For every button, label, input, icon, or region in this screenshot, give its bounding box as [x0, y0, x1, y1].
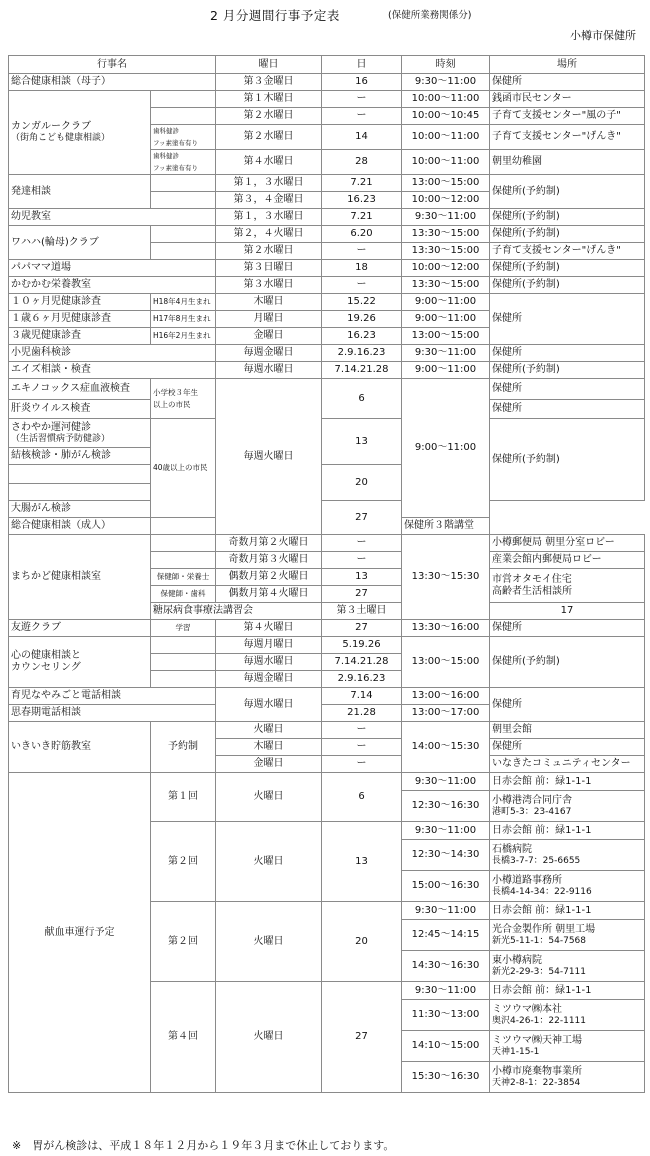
header-event: 行事名: [9, 56, 216, 74]
table-cell: 16.23: [322, 192, 402, 209]
table-cell: 15.22: [322, 294, 402, 311]
cell-text: 石橋病院: [492, 843, 532, 855]
table-cell: [151, 671, 216, 688]
table-row: [9, 419, 645, 448]
table-cell: 毎週月曜日: [216, 637, 322, 654]
table-row: [9, 722, 645, 739]
event-name: まちかど健康相談室: [9, 535, 151, 620]
cell-text: 小樽道路事務所: [492, 874, 562, 886]
table-cell: 13:30〜15:00: [402, 226, 490, 243]
table-cell: 6: [322, 773, 402, 822]
table-cell: 子育て支援センター"風の子": [490, 108, 645, 125]
table-cell: ー: [322, 722, 402, 739]
table-cell: 木曜日: [216, 739, 322, 756]
table-cell: 保健師・歯科: [151, 586, 216, 603]
cell-text: 日赤会館 前：緑1-1-1: [492, 904, 592, 916]
table-cell: ー: [322, 739, 402, 756]
table-cell: H18年4月生まれ: [151, 294, 216, 311]
table-cell: 朝里会館: [490, 722, 645, 739]
table-cell: 育児なやみごと電話相談: [9, 688, 216, 705]
table-cell: 保健所(予約制): [490, 226, 645, 243]
table-cell: かむかむ栄養教室: [9, 277, 216, 294]
table-cell: 毎週火曜日: [216, 379, 322, 535]
table-cell: 21.28: [322, 705, 402, 722]
table-cell: 27: [322, 586, 402, 603]
cell-text: （街角こども健康相談）: [11, 133, 111, 143]
table-cell: [490, 1062, 645, 1093]
cell-text: 長橋4-14-34：22-9116: [492, 886, 592, 897]
table-cell: 9:30〜11:00: [402, 773, 490, 791]
table-cell: 保健所: [490, 294, 645, 345]
table-cell: 第４水曜日: [216, 150, 322, 175]
table-cell: 14:30〜16:30: [402, 951, 490, 982]
table-cell: [151, 419, 216, 518]
table-row: [9, 260, 645, 277]
header-weekday: 曜日: [216, 56, 322, 74]
event-name: 献血車運行予定: [9, 773, 151, 1093]
table-cell: 12:30〜16:30: [402, 791, 490, 822]
table-cell: 糖尿病食事療法講習会: [151, 603, 322, 620]
table-cell: 9:30〜11:00: [402, 345, 490, 362]
table-cell: [151, 175, 216, 192]
table-cell: ー: [322, 756, 402, 773]
table-cell: 第２水曜日: [216, 125, 322, 150]
table-cell: [490, 840, 645, 871]
table-cell: 9:00〜11:00: [402, 362, 490, 379]
table-cell: [9, 419, 151, 448]
table-cell: 第３水曜日: [216, 277, 322, 294]
table-row: [9, 277, 645, 294]
table-cell: 毎週水曜日: [216, 654, 322, 671]
table-cell: 保健所: [490, 345, 645, 362]
table-cell: 保健所: [490, 620, 645, 637]
table-cell: ー: [322, 108, 402, 125]
table-cell: [151, 226, 216, 243]
table-cell: 9:00〜11:00: [402, 294, 490, 311]
table-cell: 9:00〜11:00: [402, 311, 490, 328]
event-name: いきいき貯筋教室: [9, 722, 151, 773]
table-cell: 16.23: [322, 328, 402, 345]
table-row: [9, 175, 645, 192]
table-cell: 結核検診・肺がん検診: [9, 448, 151, 465]
table-cell: 13: [322, 822, 402, 902]
table-cell: 保健所: [490, 688, 645, 722]
cell-text: さわやか運河健診: [11, 421, 91, 433]
table-cell: ワハハ(輪母)クラブ: [9, 226, 151, 260]
table-cell: [490, 1031, 645, 1062]
table-cell: 2.9.16.23: [322, 345, 402, 362]
table-cell: 27: [322, 982, 402, 1093]
table-cell: [151, 243, 216, 260]
table-cell: [151, 518, 216, 535]
table-cell: 毎週水曜日: [216, 688, 322, 722]
table-cell: 毎週金曜日: [216, 345, 322, 362]
table-cell: 幼児教室: [9, 209, 216, 226]
table-cell: H16年2月生まれ: [151, 328, 216, 345]
table-cell: 学習: [151, 620, 216, 637]
cell-text: カウンセリング: [11, 662, 81, 673]
table-cell: 7.21: [322, 175, 402, 192]
table-cell: ー: [322, 277, 402, 294]
table-cell: エキノコックス症血液検査: [9, 379, 151, 400]
table-cell: 月曜日: [216, 311, 322, 328]
table-cell: １歳６ヶ月児健康診査: [9, 311, 151, 328]
table-cell: 火曜日: [216, 902, 322, 982]
table-cell: エイズ相談・検査: [9, 362, 216, 379]
cell-text: 新光5-11-1：54-7568: [492, 935, 587, 946]
table-cell: 13:30〜15:00: [402, 243, 490, 260]
table-cell: ー: [322, 91, 402, 108]
table-cell: 13:00〜17:00: [402, 705, 490, 722]
table-cell: 9:30〜11:00: [402, 209, 490, 226]
cell-text: 長橋3-7-7：25-6655: [492, 855, 581, 866]
page-subtitle: (保健所業務関係分): [388, 10, 472, 21]
table-cell: 子育て支援センター"げんき": [490, 243, 645, 260]
table-row: [9, 688, 645, 705]
organization-name: 小樽市保健所: [570, 29, 636, 42]
header-time: 時刻: [402, 56, 490, 74]
cell-text: 新光2-29-3：54-7111: [492, 966, 587, 977]
table-cell: 友遊クラブ: [9, 620, 151, 637]
table-cell: 火曜日: [216, 982, 322, 1093]
cell-text: 日赤会館 前：緑1-1-1: [492, 775, 592, 787]
table-cell: 10:00〜12:00: [402, 260, 490, 277]
table-cell: 朝里幼稚園: [490, 150, 645, 175]
table-cell: 7.14: [322, 688, 402, 705]
table-cell: 第１，３水曜日: [216, 209, 322, 226]
table-cell: 20: [322, 902, 402, 982]
table-cell: 小児歯科検診: [9, 345, 216, 362]
table-cell: 11:30〜13:00: [402, 1000, 490, 1031]
table-cell: [490, 951, 645, 982]
table-cell: [151, 150, 216, 175]
table-cell: 偶数月第２火曜日: [216, 569, 322, 586]
table-cell: 13:30〜15:00: [402, 277, 490, 294]
table-cell: 7.14.21.28: [322, 654, 402, 671]
table-cell: [151, 654, 216, 671]
table-cell: [151, 192, 216, 209]
table-cell: 27: [322, 501, 402, 535]
table-cell: [490, 871, 645, 902]
table-cell: 15:00〜16:30: [402, 871, 490, 902]
cell-text: 東小樽病院: [492, 954, 542, 966]
table-cell: ３歳児健康診査: [9, 328, 151, 345]
table-cell: 13: [322, 419, 402, 465]
table-cell: 10:00〜11:00: [402, 91, 490, 108]
cell-text: カンガルークラブ: [11, 121, 91, 132]
table-cell: 保健所(予約制): [490, 260, 645, 277]
table-cell: 第３日曜日: [216, 260, 322, 277]
table-cell: 28: [322, 150, 402, 175]
header-date: 日: [322, 56, 402, 74]
table-cell: 産業会館内郵便局ロビー: [490, 552, 645, 569]
cell-text: 歯科健診 フッ素塗布有り: [153, 127, 199, 147]
table-cell: [151, 552, 216, 569]
cell-text: 日赤会館 前：緑1-1-1: [492, 984, 592, 996]
table-row: [9, 620, 645, 637]
table-cell: [151, 125, 216, 150]
cell-text: ミツウマ㈱本社: [492, 1003, 562, 1015]
event-name: [9, 637, 151, 688]
table-cell: 12:45〜14:15: [402, 920, 490, 951]
table-cell: 発達相談: [9, 175, 151, 209]
table-cell: [151, 535, 216, 552]
cell-text: 40歳以上の市民: [153, 463, 208, 472]
table-row: [9, 74, 645, 91]
table-row: [9, 535, 645, 552]
table-cell: [9, 484, 151, 501]
table-cell: いなきたコミュニティセンター: [490, 756, 645, 773]
cell-text: 天神2-8-1：22-3854: [492, 1077, 581, 1088]
table-cell: 13:00〜15:00: [402, 637, 490, 688]
table-cell: 市営オタモイ住宅 高齢者生活相談所: [490, 569, 645, 603]
table-cell: 奇数月第３火曜日: [216, 552, 322, 569]
table-row: [9, 209, 645, 226]
table-row: [9, 91, 645, 108]
table-cell: 17: [490, 603, 645, 620]
table-cell: 10:00〜12:00: [402, 192, 490, 209]
table-cell: パパママ道場: [9, 260, 216, 277]
table-cell: 7.21: [322, 209, 402, 226]
table-cell: 思春期電話相談: [9, 705, 216, 722]
table-cell: ー: [322, 243, 402, 260]
table-cell: [490, 822, 645, 840]
schedule-table: [8, 55, 645, 1093]
table-cell: 火曜日: [216, 722, 322, 739]
cell-text: 小樽港湾合同庁舎: [492, 794, 572, 806]
table-cell: 保健所(予約制): [490, 277, 645, 294]
table-cell: 9:30〜11:00: [402, 902, 490, 920]
table-cell: 14: [322, 125, 402, 150]
table-cell: 第３土曜日: [322, 603, 402, 620]
cell-text: 光合金製作所 朝里工場: [492, 923, 596, 935]
table-cell: 保健所(予約制): [490, 175, 645, 209]
table-cell: 27: [322, 620, 402, 637]
table-cell: [490, 791, 645, 822]
table-cell: 9:00〜11:00: [402, 379, 490, 518]
table-cell: 保健所: [490, 400, 645, 419]
table-cell: 保健所: [490, 379, 645, 400]
table-cell: 保健所３階講堂: [402, 518, 490, 535]
cell-text: 奥沢4-26-1：22-1111: [492, 1015, 587, 1026]
table-cell: 13:30〜16:00: [402, 620, 490, 637]
header-place: 場所: [490, 56, 645, 74]
cell-text: 港町5-3：23-4167: [492, 806, 572, 817]
table-row: [9, 294, 645, 311]
table-cell: 9:30〜11:00: [402, 982, 490, 1000]
table-cell: 金曜日: [216, 328, 322, 345]
table-cell: 奇数月第２火曜日: [216, 535, 322, 552]
table-cell: 7.14.21.28: [322, 362, 402, 379]
table-cell: １０ヶ月児健康診査: [9, 294, 151, 311]
event-name: [9, 91, 151, 175]
table-cell: 第２水曜日: [216, 108, 322, 125]
table-cell: 10:00〜11:00: [402, 125, 490, 150]
table-cell: 毎週金曜日: [216, 671, 322, 688]
table-cell: 9:30〜11:00: [402, 822, 490, 840]
table-cell: 15:30〜16:30: [402, 1062, 490, 1093]
table-cell: [490, 982, 645, 1000]
table-cell: 19.26: [322, 311, 402, 328]
table-cell: [151, 91, 216, 108]
table-cell: [490, 1000, 645, 1031]
table-cell: 13:30〜15:30: [402, 535, 490, 620]
table-cell: 木曜日: [216, 294, 322, 311]
table-cell: 保健所: [490, 739, 645, 756]
header-row: [9, 56, 645, 74]
table-cell: 総合健康相談（成人）: [9, 518, 151, 535]
table-cell: 金曜日: [216, 756, 322, 773]
table-cell: [9, 465, 151, 484]
table-cell: 第４火曜日: [216, 620, 322, 637]
footnote: ※ 胃がん検診は、平成１８年１２月から１９年３月まで休止しております。: [12, 1139, 395, 1152]
table-cell: [490, 902, 645, 920]
table-cell: [151, 108, 216, 125]
table-cell: 18: [322, 260, 402, 277]
table-cell: 13:00〜15:00: [402, 175, 490, 192]
table-cell: 第２回: [151, 822, 216, 902]
table-row: [9, 501, 645, 518]
cell-text: 小学校３年生 以上の市民: [153, 387, 198, 409]
table-cell: 保健所(予約制): [490, 362, 645, 379]
cell-text: 天神1-15-1: [492, 1046, 540, 1057]
table-cell: 保健所(予約制): [490, 419, 645, 501]
table-cell: 9:30〜11:00: [402, 74, 490, 91]
table-cell: [490, 920, 645, 951]
table-cell: [151, 637, 216, 654]
table-cell: 第１，３水曜日: [216, 175, 322, 192]
table-row: [9, 226, 645, 243]
cell-text: 心の健康相談と: [11, 650, 81, 661]
cell-text: 日赤会館 前：緑1-1-1: [492, 824, 592, 836]
table-cell: 14:00〜15:30: [402, 722, 490, 773]
table-cell: 火曜日: [216, 773, 322, 822]
table-cell: 第３，４金曜日: [216, 192, 322, 209]
table-row: [9, 637, 645, 654]
table-cell: 6.20: [322, 226, 402, 243]
table-cell: 第２水曜日: [216, 243, 322, 260]
table-cell: 毎週水曜日: [216, 362, 322, 379]
table-cell: 第３金曜日: [216, 74, 322, 91]
cell-text: 歯科健診 フッ素塗布有り: [153, 152, 199, 172]
table-cell: 16: [322, 74, 402, 91]
table-cell: 第４回: [151, 982, 216, 1093]
table-cell: 偶数月第４火曜日: [216, 586, 322, 603]
table-cell: ー: [322, 535, 402, 552]
table-cell: [151, 379, 216, 419]
table-cell: 13:00〜16:00: [402, 688, 490, 705]
table-cell: 2.9.16.23: [322, 671, 402, 688]
table-cell: 6: [322, 379, 402, 419]
table-cell: 20: [322, 465, 402, 501]
table-cell: 銭函市民センター: [490, 91, 645, 108]
table-cell: 子育て支援センター"げんき": [490, 125, 645, 150]
table-cell: 保健所: [490, 74, 645, 91]
table-cell: 総合健康相談（母子）: [9, 74, 216, 91]
table-cell: 肝炎ウイルス検査: [9, 400, 151, 419]
table-row: [9, 773, 645, 791]
cell-text: （生活習慣病予防健診）: [11, 433, 111, 444]
table-cell: 13: [322, 569, 402, 586]
table-cell: 10:00〜11:00: [402, 150, 490, 175]
table-row: [9, 362, 645, 379]
table-row: [9, 379, 645, 400]
table-cell: 14:10〜15:00: [402, 1031, 490, 1062]
table-cell: [490, 773, 645, 791]
table-cell: 予約制: [151, 722, 216, 773]
table-cell: H17年8月生まれ: [151, 311, 216, 328]
table-cell: 13:00〜15:00: [402, 328, 490, 345]
table-cell: 火曜日: [216, 822, 322, 902]
table-cell: 10:00〜10:45: [402, 108, 490, 125]
table-cell: 第２回: [151, 902, 216, 982]
table-cell: 保健師・栄養士: [151, 569, 216, 586]
table-cell: 5.19.26: [322, 637, 402, 654]
table-cell: ー: [322, 552, 402, 569]
table-row: [9, 345, 645, 362]
table-cell: 第１回: [151, 773, 216, 822]
table-cell: 保健所(予約制): [490, 209, 645, 226]
page-title: 2 月分週間行事予定表: [210, 8, 340, 23]
table-cell: 小樽郵便局 朝里分室ロビー: [490, 535, 645, 552]
table-cell: 保健所(予約制): [490, 637, 645, 688]
table-cell: 12:30〜14:30: [402, 840, 490, 871]
cell-text: 小樽市廃棄物事業所: [492, 1065, 582, 1077]
cell-text: ミツウマ㈱天神工場: [492, 1034, 582, 1046]
table-cell: 第１木曜日: [216, 91, 322, 108]
table-cell: 大腸がん検診: [9, 501, 151, 518]
table-cell: 第２，４火曜日: [216, 226, 322, 243]
